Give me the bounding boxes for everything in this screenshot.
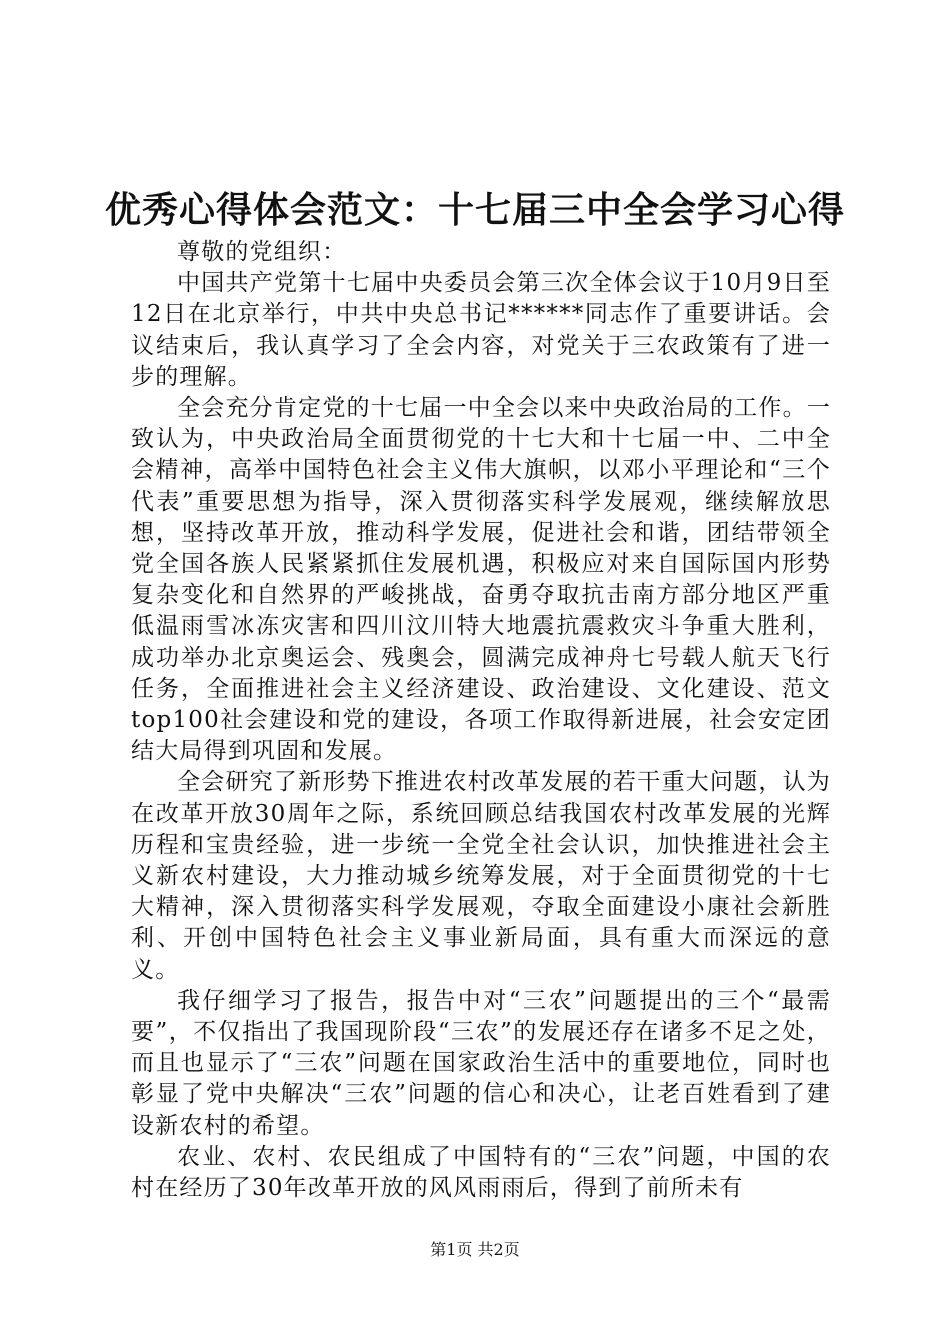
document-title: 优秀心得体会范文：十七届三中全会学习心得 — [104, 190, 845, 231]
paragraph: 中国共产党第十七届中央委员会第三次全体会议于10月9日至12日在北京举行，中共中央总书记******同志作了重要讲话。会议结束后，我认真学习了全会内容，对党关于三农政策有了进一步的理解。 — [131, 270, 831, 390]
paragraph: 全会研究了新形势下推进农村改革发展的若干重大问题，认为在改革开放30周年之际，系统回顾总结我国农村改革发展的光辉历程和宝贵经验，进一步统一全党全社会认识，加快推进社会主义新农村建设，大力推动城乡统筹发展，对于全面贯彻党的十七大精神，深入贯彻落实科学发展观，夺取全面建设小康社会新胜利、开创中国特色社会主义事业新局面，具有重大而深远的意义。 — [131, 769, 831, 983]
document-body — [131, 237, 831, 1204]
salutation: 尊敬的党组织： — [177, 239, 347, 265]
paragraph: 全会充分肯定党的十七届一中全会以来中央政治局的工作。一致认为，中央政治局全面贯彻党的十七大和十七届一中、二中全会精神，高举中国特色社会主义伟大旗帜，以邓小平理论和“三个代表”重要思想为指导，深入贯彻落实科学发展观，继续解放思想，坚持改革开放，推动科学发展，促进社会和谐，团结带领全党全国各族人民紧紧抓住发展机遇，积极应对来自国际国内形势复杂变化和自然界的严峻挑战，奋勇夺取抗击南方部分地区严重低温雨雪冰冻灾害和四川汶川特大地震抗震救灾斗争重大胜利，成功举办北京奥运会、残奥会，圆满完成神舟七号载人航天飞行任务，全面推进社会主义经济建设、政治建设、文化建设、范文top100社会建设和党的建设，各项工作取得新进展，社会安定团结大局得到巩固和发展。 — [131, 395, 831, 765]
paragraph: 农业、农村、农民组成了中国特有的“三农”问题，中国的农村在经历了30年改革开放的风风雨雨后，得到了前所未有 — [131, 1143, 831, 1202]
page-footer: 第1页 共2页 — [430, 1240, 520, 1259]
paragraph: 我仔细学习了报告，报告中对“三农”问题提出的三个“最需要”，不仅指出了我国现阶段“三农”的发展还存在诸多不足之处，而且也显示了“三农”问题在国家政治生活中的重要地位，同时也彰显了党中央解决“三农”问题的信心和决心，让老百姓看到了建设新农村的希望。 — [131, 987, 831, 1139]
